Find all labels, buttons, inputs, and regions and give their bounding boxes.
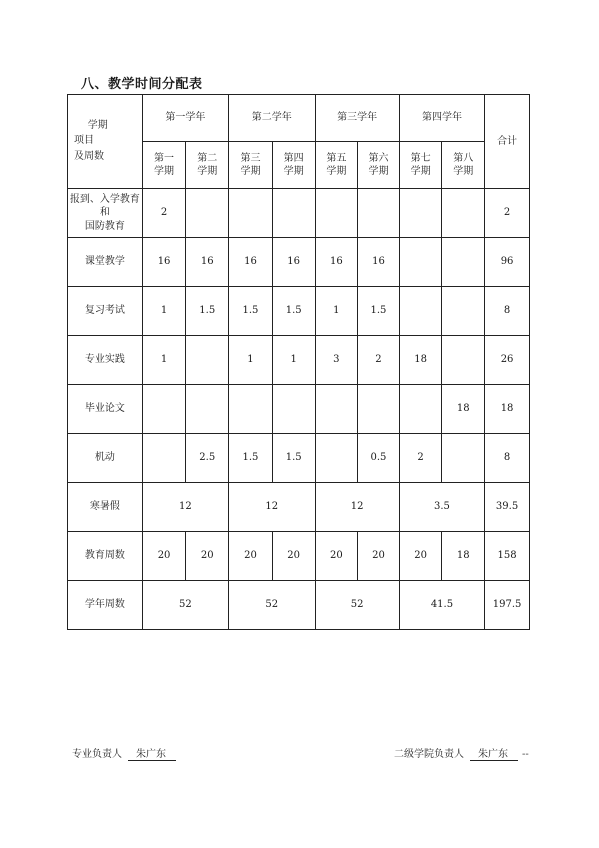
row-label: 课堂教学 [68, 238, 143, 287]
row-total: 26 [485, 336, 530, 385]
table-cell: 16 [272, 238, 315, 287]
table-cell [186, 189, 229, 238]
row-total: 96 [485, 238, 530, 287]
table-row-teaching-weeks [68, 532, 530, 581]
row-total: 8 [485, 287, 530, 336]
table-cell: 3.5 [399, 483, 484, 532]
corner-term-label: 学期 [87, 120, 108, 131]
table-cell: 16 [229, 238, 273, 287]
row-total: 197.5 [485, 581, 530, 630]
table-cell [442, 434, 485, 483]
row-total: 2 [485, 189, 530, 238]
table-cell: 12 [142, 483, 228, 532]
table-row [68, 287, 530, 336]
major-director-signature [72, 745, 176, 761]
row-label: 毕业论文 [68, 385, 143, 434]
table-cell [315, 434, 358, 483]
table-cell: 52 [229, 581, 315, 630]
table-cell: 18 [442, 532, 485, 581]
table-cell: 1.5 [272, 287, 315, 336]
table-cell [272, 385, 315, 434]
corner-header-cell [68, 95, 143, 189]
semester-header-3: 第三 学期 [229, 142, 273, 189]
table-cell: 2 [399, 434, 442, 483]
table-row-vacation [68, 483, 530, 532]
row-label: 教育周数 [68, 532, 143, 581]
table-cell: 1.5 [186, 287, 229, 336]
table-cell [442, 336, 485, 385]
table-cell: 20 [399, 532, 442, 581]
college-director-signature [394, 745, 529, 761]
table-row [68, 434, 530, 483]
table-cell: 20 [186, 532, 229, 581]
table-cell: 20 [229, 532, 273, 581]
table-cell [229, 385, 273, 434]
table-cell [229, 189, 273, 238]
row-total: 158 [485, 532, 530, 581]
table-cell: 1 [229, 336, 273, 385]
table-cell [399, 385, 442, 434]
semester-header-7: 第七 学期 [399, 142, 442, 189]
table-cell [186, 336, 229, 385]
semester-header-1: 第一 学期 [142, 142, 186, 189]
table-cell: 1.5 [229, 287, 273, 336]
total-header: 合计 [485, 95, 530, 189]
table-cell: 2 [142, 189, 186, 238]
table-cell: 20 [142, 532, 186, 581]
year-header-4: 第四学年 [399, 95, 484, 142]
table-cell: 2 [358, 336, 400, 385]
table-cell: 0.5 [358, 434, 400, 483]
table-cell: 16 [186, 238, 229, 287]
table-cell [442, 238, 485, 287]
table-cell: 52 [315, 581, 399, 630]
signature-name: 朱广东 [128, 745, 176, 761]
table-cell: 12 [315, 483, 399, 532]
row-label: 机动 [68, 434, 143, 483]
table-cell: 1 [272, 336, 315, 385]
row-label: 报到、入学教育和 国防教育 [68, 189, 143, 238]
year-header-1: 第一学年 [142, 95, 228, 142]
table-cell: 16 [358, 238, 400, 287]
table-cell [399, 189, 442, 238]
table-cell [399, 238, 442, 287]
table-row [68, 189, 530, 238]
table-cell [315, 385, 358, 434]
row-total: 18 [485, 385, 530, 434]
table-cell: 18 [442, 385, 485, 434]
table-cell [142, 434, 186, 483]
table-cell: 52 [142, 581, 228, 630]
page-title: 八、教学时间分配表 [81, 77, 203, 92]
semester-header-2: 第二 学期 [186, 142, 229, 189]
signature-label: 二级学院负责人 [394, 749, 464, 760]
table-cell [142, 385, 186, 434]
semester-header-4: 第四 学期 [272, 142, 315, 189]
table-cell: 16 [142, 238, 186, 287]
table-cell [315, 189, 358, 238]
semester-header-8: 第八 学期 [442, 142, 485, 189]
table-cell [358, 189, 400, 238]
table-cell: 2.5 [186, 434, 229, 483]
row-label: 专业实践 [68, 336, 143, 385]
table-cell [186, 385, 229, 434]
row-label: 学年周数 [68, 581, 143, 630]
row-total: 8 [485, 434, 530, 483]
table-cell [442, 189, 485, 238]
year-header-3: 第三学年 [315, 95, 399, 142]
semester-header-6: 第六 学期 [358, 142, 400, 189]
table-cell: 20 [358, 532, 400, 581]
table-row [68, 385, 530, 434]
table-cell [358, 385, 400, 434]
table-cell [399, 287, 442, 336]
year-header-2: 第二学年 [229, 95, 315, 142]
table-cell: 1.5 [272, 434, 315, 483]
table-cell: 41.5 [399, 581, 484, 630]
table-cell: 20 [315, 532, 358, 581]
row-label: 复习考试 [68, 287, 143, 336]
table-cell: 1.5 [229, 434, 273, 483]
table-cell: 16 [315, 238, 358, 287]
table-row [68, 336, 530, 385]
table-cell: 20 [272, 532, 315, 581]
table-cell: 1 [142, 336, 186, 385]
table-cell: 18 [399, 336, 442, 385]
table-cell: 1 [142, 287, 186, 336]
row-label: 寒暑假 [68, 483, 143, 532]
semester-header-5: 第五 学期 [315, 142, 358, 189]
signature-name: 朱广东 [470, 745, 518, 761]
corner-item-label: 项目 [74, 135, 94, 146]
table-cell [272, 189, 315, 238]
signature-label: 专业负责人 [72, 749, 122, 760]
row-total: 39.5 [485, 483, 530, 532]
signature-tail: -- [522, 749, 529, 760]
table-cell [442, 287, 485, 336]
teaching-time-table [67, 94, 530, 630]
table-cell: 1.5 [358, 287, 400, 336]
table-row-year-weeks [68, 581, 530, 630]
table-cell: 1 [315, 287, 358, 336]
table-row [68, 238, 530, 287]
corner-weeks-label: 及周数 [74, 150, 104, 162]
table-cell: 12 [229, 483, 315, 532]
table-cell: 3 [315, 336, 358, 385]
